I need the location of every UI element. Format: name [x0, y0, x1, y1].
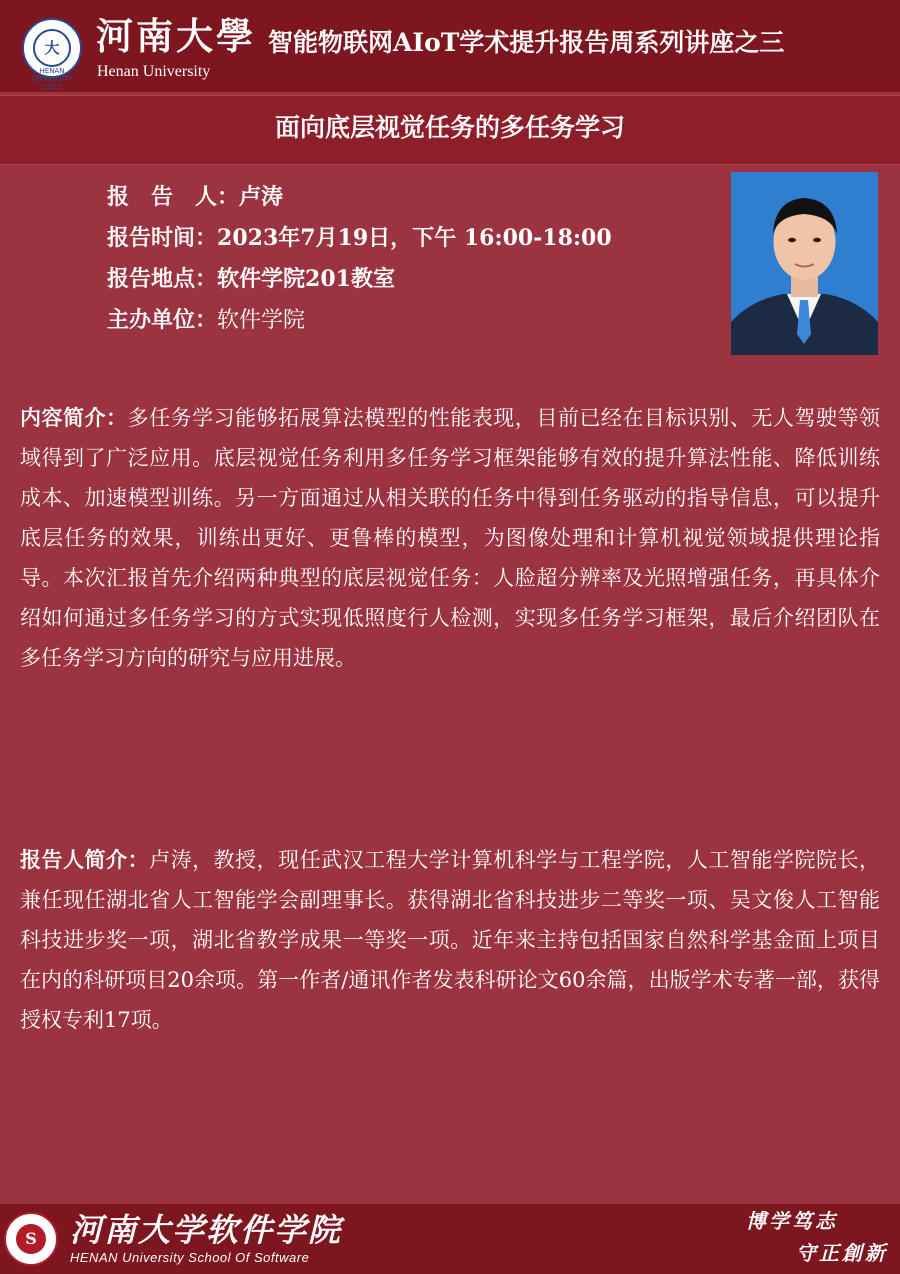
time-value: 2023年7月19日，下午 16:00-18:00 — [217, 225, 612, 251]
abstract-section — [20, 398, 880, 678]
speaker-portrait-image — [731, 172, 878, 355]
motto-line-2: 守正創新 — [796, 1241, 888, 1265]
seal-ring-text: HENAN UNIVERSITY 1912 — [31, 67, 73, 91]
topic-bar — [0, 95, 900, 165]
footer-bar — [0, 1204, 900, 1274]
motto-line-1: 博学笃志 — [746, 1209, 838, 1233]
university-name-en: Henan University — [97, 63, 211, 80]
speaker-value: 卢涛 — [239, 184, 284, 210]
abstract-text: 多任务学习能够拓展算法模型的性能表现，目前已经在目标识别、无人驾驶等领域得到了广泛应用。底层视觉任务利用多任务学习框架能够有效的提升算法性能、降低训练成本、加速模型训练。另一方面通过从相关联的任务中得到任务驱动的指导信息，可以提升底层任务的效果，训练出更好、更鲁棒的模型，为图像处理和计算机视觉领域提供理论指导。本次汇报首先介绍两种典型的底层视觉任务：人脸超分辨率及光照增强任务，再具体介绍如何通过多任务学习的方式实现低照度行人检测，实现多任务学习框架，最后介绍团队在多任务学习方向的研究与应用进展。 — [20, 406, 881, 670]
school-name-en: HENAN University School Of Software — [70, 1250, 310, 1265]
bio-label: 报告人简介： — [20, 847, 150, 872]
time-row — [107, 222, 612, 263]
school-logo-glyph: S — [16, 1224, 46, 1254]
time-label: 报告时间： — [107, 225, 218, 251]
speaker-row — [107, 181, 612, 222]
speaker-label: 报 告 人： — [107, 184, 240, 210]
bio-section — [20, 840, 880, 1040]
lecture-series-title: 智能物联网AIoT学术提升报告周系列讲座之三 — [268, 28, 785, 57]
place-label: 报告地点： — [107, 266, 218, 292]
abstract-label: 内容简介： — [20, 405, 128, 430]
seal-center-glyph: 大 — [33, 29, 71, 67]
host-label: 主办单位： — [107, 307, 218, 333]
lecture-info — [107, 181, 612, 345]
host-value: 软件学院 — [217, 308, 306, 333]
software-school-logo — [4, 1212, 58, 1266]
place-value: 软件学院201教室 — [217, 266, 395, 292]
place-row — [107, 263, 612, 304]
host-row — [107, 304, 612, 345]
bio-text: 卢涛，教授，现任武汉工程大学计算机科学与工程学院，人工智能学院院长，兼任现任湖北省人工智能学会副理事长。获得湖北省科技进步二等奖一项、吴文俊人工智能科技进步奖一项，湖北省教学成果一等奖一项。近年来主持包括国家自然科学基金面上项目在内的科研项目20余项。第一作者/通讯作者发表科研论文60余篇，出版学术专著一部，获得授权专利17项。 — [20, 848, 880, 1032]
lecture-title: 面向底层视觉任务的多任务学习 — [274, 113, 625, 142]
header-bar — [0, 0, 900, 92]
university-name-cn: 河南大學 — [96, 14, 256, 58]
speaker-photo — [731, 172, 878, 355]
university-seal-logo — [22, 18, 82, 91]
school-name-cn: 河南大学软件学院 — [70, 1211, 343, 1249]
